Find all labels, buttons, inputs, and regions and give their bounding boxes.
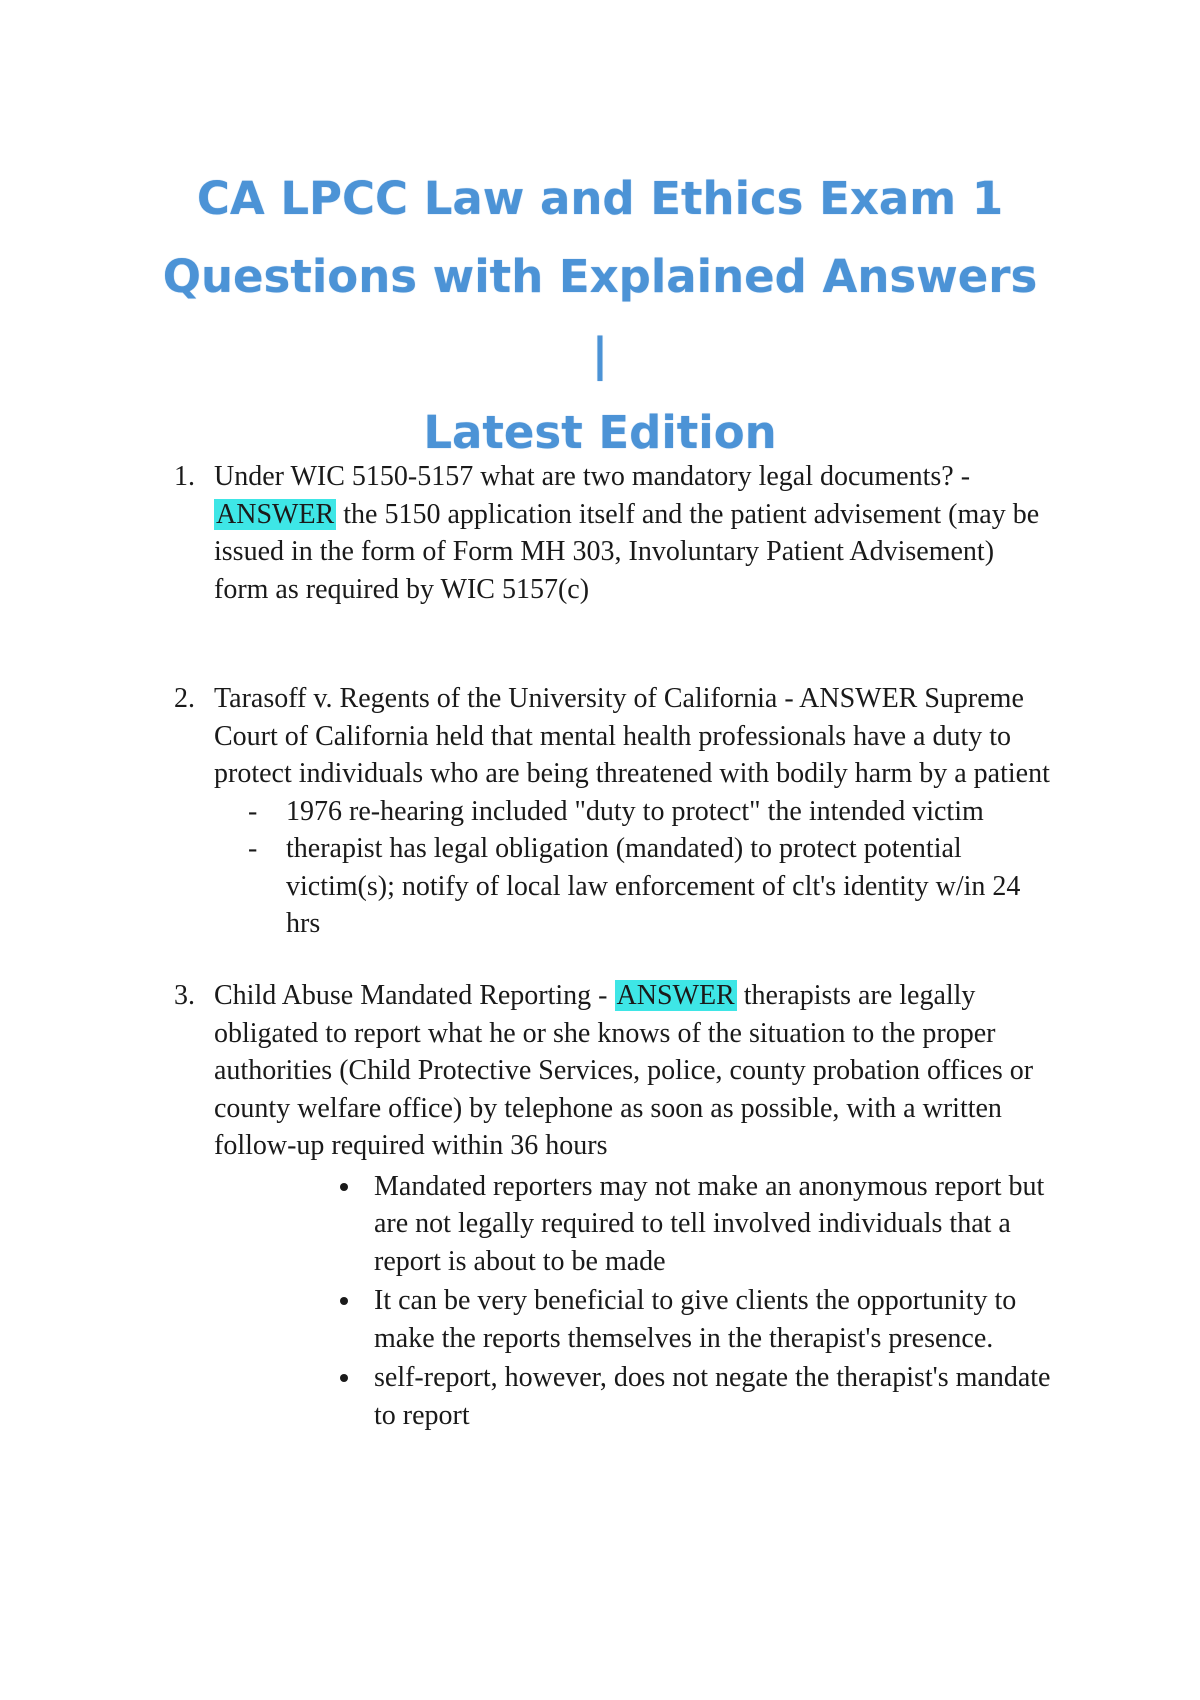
question-number: 2. (174, 683, 195, 714)
list-item (338, 1282, 1054, 1357)
list-item-text: 1976 re-hearing included "duty to protect" the intended victim (286, 795, 984, 827)
list-item-text: therapist has legal obligation (mandated) to protect potential victim(s); notify of local law enforcement of clt's identity w/in 24 hrs (286, 833, 1021, 939)
answer-text: therapists are legally obligated to report what he or she knows of the situation to the proper authorities (Child Protective Services, police, county probation offices or county welfare office) by telephone as soon as possible, with a written follow-up required within 36 hours (214, 980, 1034, 1161)
list-item (338, 1168, 1054, 1281)
document-title (150, 160, 1050, 472)
question-number: 1. (174, 461, 195, 492)
title-line-1: CA LPCC Law and Ethics Exam 1 (196, 172, 1004, 225)
question-2 (174, 680, 1054, 943)
bullet-dot-icon (340, 1297, 348, 1305)
question-prompt: Tarasoff v. Regents of the University of California - (214, 683, 800, 714)
bullet-dot-icon (340, 1374, 348, 1382)
bullet-dot-icon (340, 1183, 348, 1191)
answer-label-highlighted: ANSWER (616, 980, 735, 1011)
question-1 (174, 458, 1054, 608)
bullet-list (338, 1168, 1054, 1435)
title-line-3: Latest Edition (423, 406, 777, 459)
list-item (338, 1359, 1054, 1434)
answer-label: ANSWER (799, 683, 918, 714)
question-number: 3. (174, 980, 195, 1011)
answer-text: the 5150 application itself and the patient advisement (may be issued in the form of Form MH 303, Involuntary Patient Advisement) form as required by WIC 5157(c) (214, 498, 1040, 605)
list-item: - 1976 re-hearing included "duty to protect" the intended victim (248, 795, 984, 827)
answer-text: Supreme Court of California held that mental health professionals have a duty to protect individuals who are being threatened with bodily harm by a patient (214, 683, 1050, 789)
list-item-text: It can be very beneficial to give clients the opportunity to make the reports themselves in the therapist's presence. (374, 1285, 1017, 1354)
dash-list (248, 793, 1054, 943)
list-item-text: self-report, however, does not negate the therapist's mandate to report (374, 1362, 1051, 1431)
question-prompt: Under WIC 5150-5157 what are two mandatory legal documents? - (214, 461, 971, 492)
question-body (214, 680, 1054, 943)
question-body (214, 977, 1054, 1434)
title-line-2: Questions with Explained Answers | (162, 250, 1038, 381)
question-3 (174, 977, 1054, 1436)
list-item: - therapist has legal obligation (mandated) to protect potential victim(s); notify of local law enforcement of clt's identity w/in 24 hrs (248, 833, 1021, 939)
answer-label-highlighted: ANSWER (216, 498, 335, 530)
question-prompt: Child Abuse Mandated Reporting - (214, 980, 615, 1011)
question-body (214, 458, 1054, 608)
list-item-text: Mandated reporters may not make an anonymous report but are not legally required to tell involved individuals that a report is about to be made (374, 1170, 1045, 1277)
